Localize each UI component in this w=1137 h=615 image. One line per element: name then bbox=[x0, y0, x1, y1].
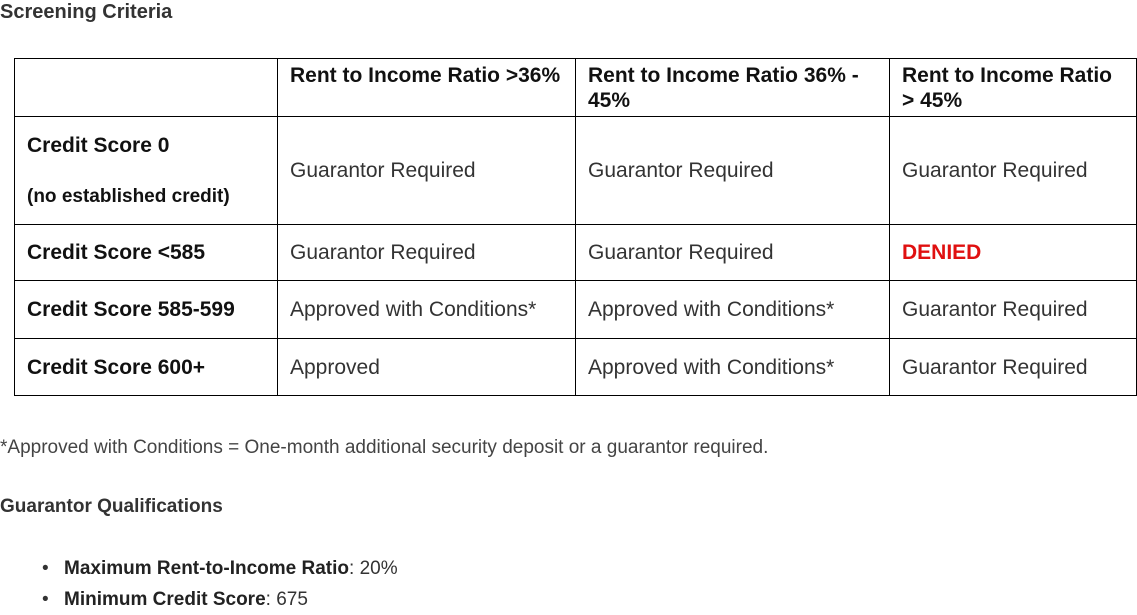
denied-cell: DENIED bbox=[890, 225, 1137, 281]
qualification-value: : 675 bbox=[265, 589, 308, 610]
guarantor-heading: Guarantor Qualifications bbox=[0, 496, 223, 517]
table-header-row bbox=[15, 59, 1137, 117]
row-label: Credit Score <585 bbox=[15, 225, 278, 281]
qualification-label: Minimum Credit Score bbox=[64, 589, 266, 610]
table-cell: Approved with Conditions* bbox=[278, 281, 576, 339]
table-cell: Guarantor Required bbox=[576, 117, 890, 225]
list-item bbox=[64, 553, 398, 584]
header-cell-empty bbox=[15, 59, 278, 117]
table-row bbox=[15, 281, 1137, 339]
table-cell: Approved with Conditions* bbox=[576, 281, 890, 339]
table-cell: Guarantor Required bbox=[576, 225, 890, 281]
table-cell: Approved with Conditions* bbox=[576, 339, 890, 396]
page-title: Screening Criteria bbox=[0, 1, 173, 23]
list-item bbox=[64, 584, 398, 615]
table-row bbox=[15, 339, 1137, 396]
header-cell-ratio-36-45: Rent to Income Ratio 36% - 45% bbox=[576, 59, 890, 117]
table-cell: Guarantor Required bbox=[890, 117, 1137, 225]
qualification-value: : 20% bbox=[349, 558, 398, 579]
row-label-text: Credit Score 0 bbox=[27, 133, 170, 157]
qualification-label: Maximum Rent-to-Income Ratio bbox=[64, 558, 350, 579]
conditions-footnote: *Approved with Conditions = One-month additional security deposit or a guarantor required. bbox=[0, 437, 769, 458]
table-row bbox=[15, 225, 1137, 281]
table-cell: Approved bbox=[278, 339, 576, 396]
table-cell: Guarantor Required bbox=[278, 225, 576, 281]
row-label: Credit Score 585-599 bbox=[15, 281, 278, 339]
table-cell: Guarantor Required bbox=[278, 117, 576, 225]
header-cell-ratio-under-36: Rent to Income Ratio >36% bbox=[278, 59, 576, 117]
header-cell-ratio-over-45: Rent to Income Ratio > 45% bbox=[890, 59, 1137, 117]
row-label bbox=[15, 117, 278, 225]
table-cell: Guarantor Required bbox=[890, 281, 1137, 339]
row-label: Credit Score 600+ bbox=[15, 339, 278, 396]
row-sublabel-text: (no established credit) bbox=[27, 185, 230, 207]
table-row bbox=[15, 117, 1137, 225]
screening-criteria-table bbox=[14, 58, 1137, 396]
table-cell: Guarantor Required bbox=[890, 339, 1137, 396]
